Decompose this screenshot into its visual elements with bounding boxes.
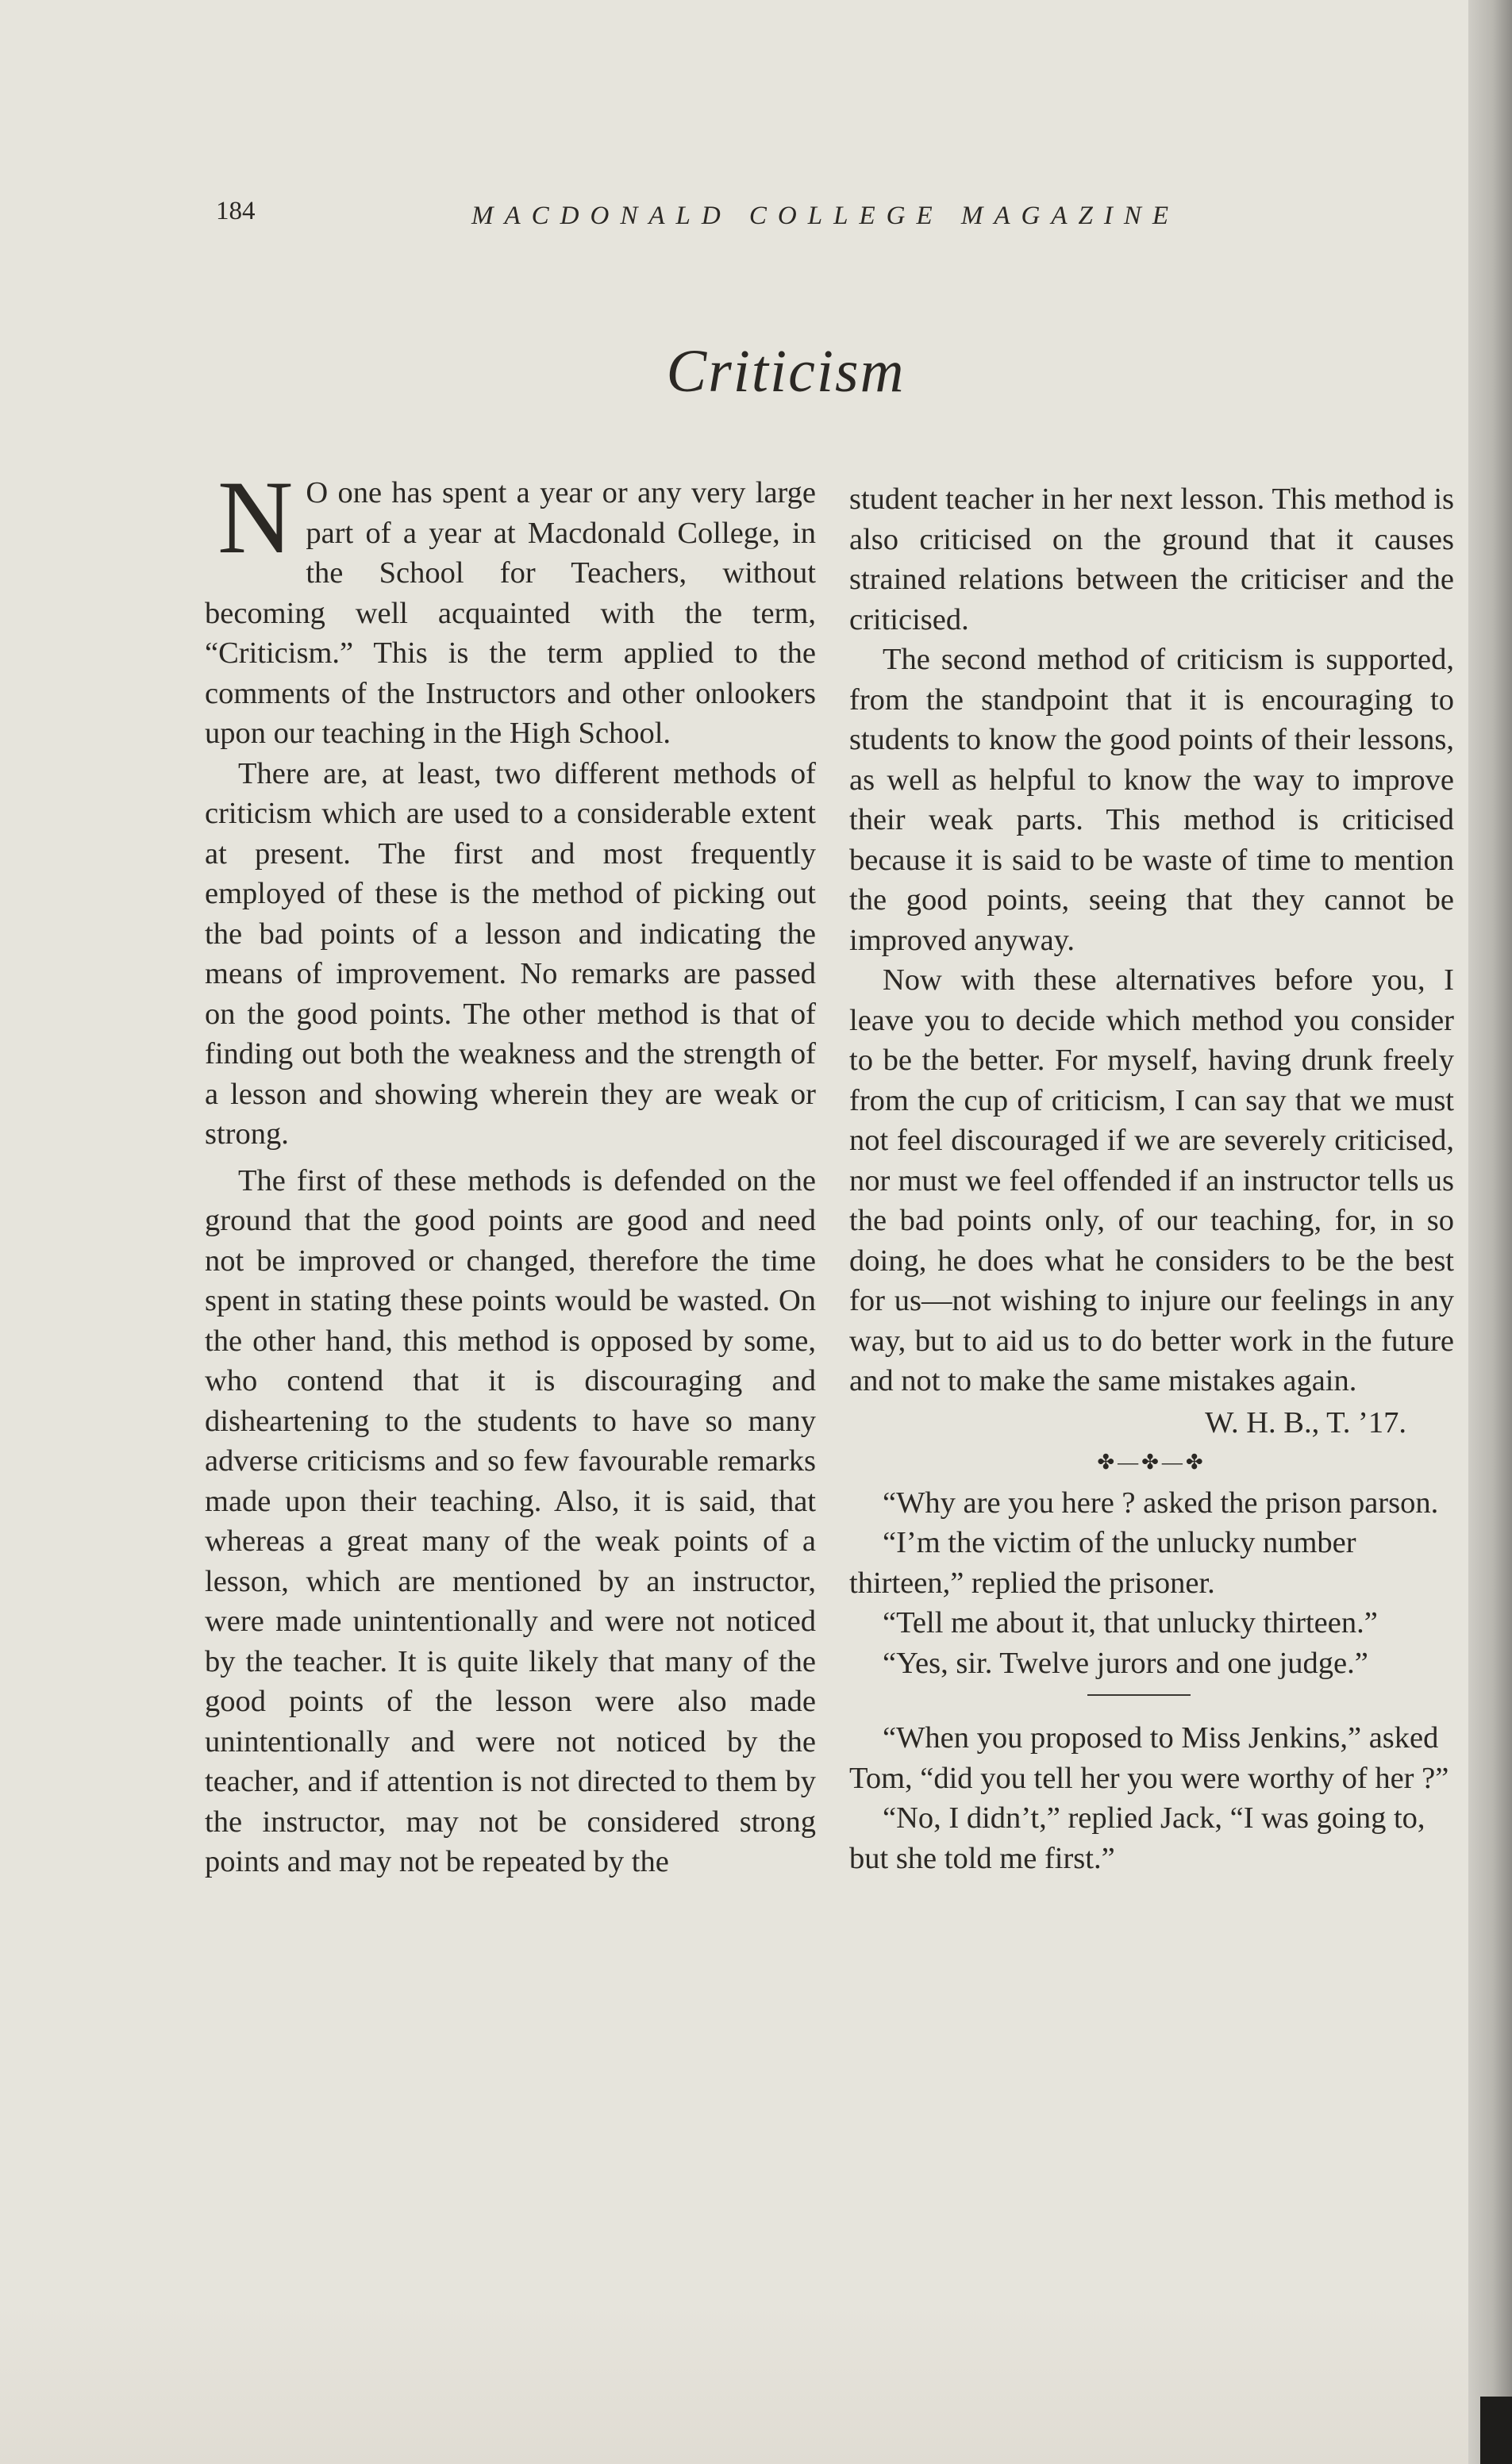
joke-2-line-2: “No, I didn’t,” replied Jack, “I was going to, but she told me first.” [849, 1801, 1425, 1875]
joke-2-line-1: “When you proposed to Miss Jenkins,” asked Tom, “did you tell her you were worthy of her ?” [849, 1721, 1449, 1795]
page-header [216, 197, 1232, 244]
right-column [849, 479, 1454, 1878]
article-title: Criticism [666, 338, 906, 405]
joke-1-line-4: “Yes, sir. Twelve jurors and one judge.” [883, 1646, 1368, 1680]
article-paragraph-5: The second method of criticism is supported, from the standpoint that it is encouraging to students to know the good points of their lessons, as well as helpful to know the way to improve their weak parts. This method is criticised because it is said to be waste of time to mention the good points, seeing that they cannot be improved anyway. [849, 643, 1454, 957]
joke-1-line-1: “Why are you here ? asked the prison parson. [883, 1486, 1439, 1520]
joke-divider [1087, 1694, 1191, 1696]
drop-cap: N [217, 459, 294, 575]
article-paragraph-1 [205, 459, 816, 754]
page-number: 184 [216, 197, 256, 225]
joke-1-line-2: “I’m the victim of the unlucky number thirteen,” replied the prisoner. [849, 1526, 1356, 1600]
article-paragraph-3: The first of these methods is defended on the ground that the good points are good and need not be improved or changed, therefore the time spent in stating these points would be wasted. On the other hand, this method is opposed by some, who contend that it is discouraging and disheartening to the students to have so many adverse criticisms and so few favourable remarks made upon their teaching. Also, it is said, that whereas a great many of the weak points of a lesson, which are mentioned by an instructor, were made unintentionally and were not noticed by the teacher. It is quite likely that many of the good points of the lesson were also made unintentionally and were not noticed by the teacher, and if attention is not directed to them by the instructor, may not be considered strong points and may not be repeated by the [205, 1163, 816, 1878]
book-spine-edge [1468, 0, 1512, 2464]
article-paragraph-2: There are, at least, two different methods of criticism which are used to a considerable extent at present. The first and most frequently employed of these is the method of picking out the bad points of a lesson and indicating the means of improvement. No remarks are passed on the good points. The other method is that of finding out both the weakness and the strength of a lesson and showing wherein they are weak or strong. [205, 756, 816, 1151]
section-ornament: ✤—✤—✤ [1097, 1451, 1206, 1474]
article-paragraph-4: student teacher in her next lesson. This method is also criticised on the ground that it causes strained relations between the criticiser and the criticised. [849, 482, 1454, 636]
jokes-section [849, 1483, 1454, 1879]
page-bottom-shading [0, 2301, 1468, 2464]
magazine-title: MACDONALD COLLEGE MAGAZINE [471, 202, 1180, 230]
paragraph-1-text: O one has spent a year or any very large part of a year at Macdonald College, in the School for Teachers, without becoming well acquainted with the term, “Criticism.” This is the term applied to the comments of the Instructors and other onlookers upon our teaching in the High School. [205, 476, 816, 750]
left-column [205, 459, 816, 1882]
joke-1-line-3: “Tell me about it, that unlucky thirteen.” [883, 1606, 1378, 1639]
article-signature: W. H. B., T. ’17. [1205, 1405, 1406, 1440]
article-paragraph-6: Now with these alternatives before you, I leave you to decide which method you consider to be the better. For myself, having drunk freely from the cup of criticism, I can say that we must not feel discouraged if we are severely criticised, nor must we feel offended if an instructor tells us the bad points only, of our teaching, for, in so doing, he does what he considers to be the best for us—not wishing to injure our feelings in any way, but to aid us to do better work in the future and not to make the same mistakes again. [849, 963, 1454, 1397]
edge-dark-mark [1480, 2397, 1512, 2464]
